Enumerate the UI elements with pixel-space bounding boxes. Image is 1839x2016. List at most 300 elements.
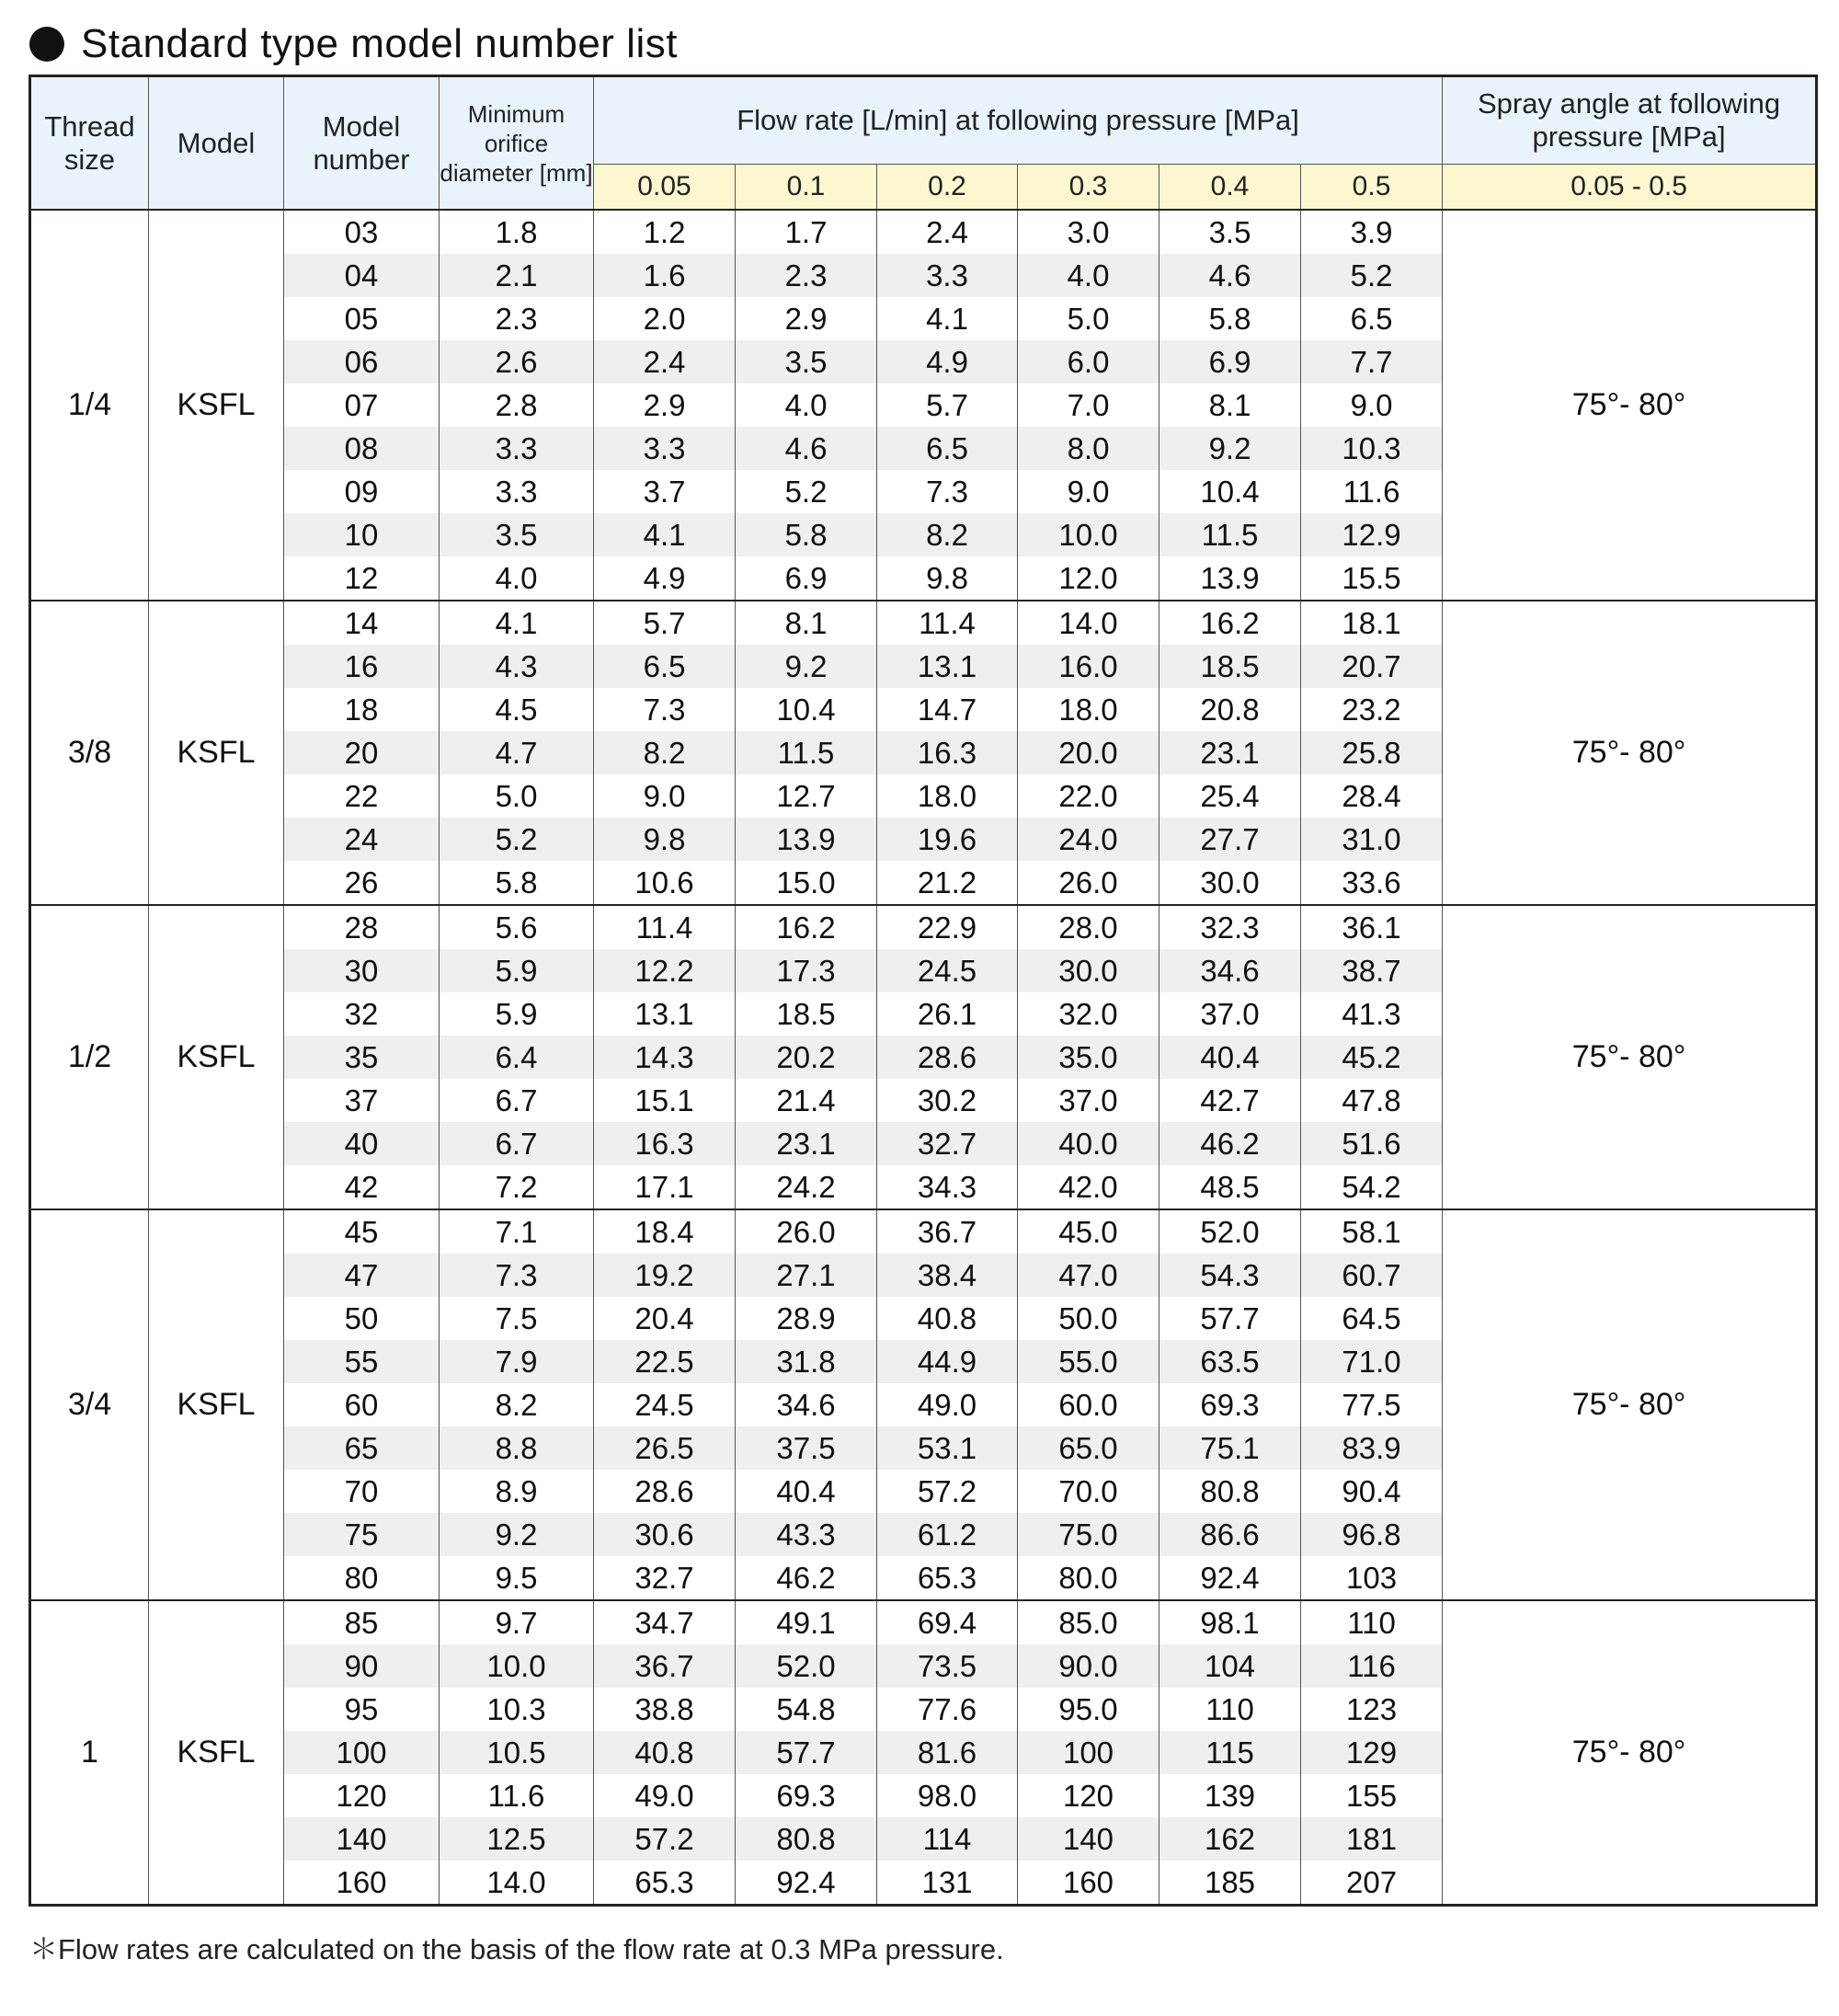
spray-angle-cell: 75°- 80°	[1443, 905, 1817, 1209]
model-number-cell: 28	[284, 905, 440, 949]
table-row	[30, 210, 1817, 254]
flow-cell: 3.9	[1301, 210, 1443, 254]
flow-cell: 23.1	[1159, 731, 1301, 774]
orifice-cell: 5.0	[440, 774, 594, 818]
flow-cell: 110	[1159, 1688, 1301, 1731]
flow-cell: 12.7	[736, 774, 877, 818]
flow-cell: 21.4	[736, 1079, 877, 1122]
flow-cell: 10.3	[1301, 427, 1443, 470]
flow-cell: 57.2	[877, 1470, 1018, 1513]
orifice-cell: 4.1	[440, 601, 594, 645]
model-number-cell: 16	[284, 645, 440, 688]
flow-cell: 77.6	[877, 1688, 1018, 1731]
model-number-cell: 18	[284, 688, 440, 731]
thread-size-cell: 1/2	[30, 905, 149, 1209]
flow-cell: 28.6	[877, 1036, 1018, 1079]
flow-cell: 19.2	[594, 1254, 736, 1297]
flow-cell: 53.1	[877, 1426, 1018, 1470]
flow-cell: 11.6	[1301, 470, 1443, 513]
orifice-cell: 5.9	[440, 992, 594, 1036]
flow-cell: 7.3	[877, 470, 1018, 513]
flow-cell: 24.0	[1018, 818, 1159, 861]
flow-cell: 22.9	[877, 905, 1018, 949]
model-cell: KSFL	[149, 1600, 284, 1906]
flow-cell: 5.2	[1301, 254, 1443, 297]
flow-cell: 54.2	[1301, 1165, 1443, 1209]
flow-cell: 16.0	[1018, 645, 1159, 688]
header-thread-size: Thread size	[30, 76, 149, 211]
flow-cell: 18.5	[1159, 645, 1301, 688]
bullet-icon	[29, 27, 64, 62]
table-row	[30, 601, 1817, 645]
header-pressure: 0.5	[1301, 165, 1443, 211]
orifice-cell: 10.3	[440, 1688, 594, 1731]
flow-cell: 50.0	[1018, 1297, 1159, 1340]
flow-cell: 32.7	[594, 1556, 736, 1600]
flow-cell: 86.6	[1159, 1513, 1301, 1556]
flow-cell: 52.0	[736, 1644, 877, 1688]
flow-cell: 31.0	[1301, 818, 1443, 861]
flow-cell: 16.2	[1159, 601, 1301, 645]
flow-cell: 34.7	[594, 1600, 736, 1644]
table-row	[30, 905, 1817, 949]
model-number-cell: 160	[284, 1861, 440, 1906]
flow-cell: 75.0	[1018, 1513, 1159, 1556]
flow-cell: 6.5	[594, 645, 736, 688]
flow-cell: 11.4	[877, 601, 1018, 645]
flow-cell: 24.5	[877, 949, 1018, 992]
model-cell: KSFL	[149, 1209, 284, 1600]
flow-cell: 185	[1159, 1861, 1301, 1906]
flow-cell: 71.0	[1301, 1340, 1443, 1383]
flow-cell: 3.5	[736, 340, 877, 384]
flow-cell: 65.3	[877, 1556, 1018, 1600]
flow-cell: 116	[1301, 1644, 1443, 1688]
flow-cell: 11.5	[736, 731, 877, 774]
flow-cell: 16.3	[877, 731, 1018, 774]
flow-cell: 30.2	[877, 1079, 1018, 1122]
flow-cell: 24.2	[736, 1165, 877, 1209]
flow-cell: 8.0	[1018, 427, 1159, 470]
flow-cell: 14.0	[1018, 601, 1159, 645]
flow-cell: 9.8	[594, 818, 736, 861]
header-pressure: 0.4	[1159, 165, 1301, 211]
flow-cell: 49.1	[736, 1600, 877, 1644]
flow-cell: 26.1	[877, 992, 1018, 1036]
model-number-cell: 45	[284, 1209, 440, 1254]
flow-cell: 27.1	[736, 1254, 877, 1297]
model-number-cell: 14	[284, 601, 440, 645]
model-number-cell: 22	[284, 774, 440, 818]
flow-cell: 6.9	[736, 556, 877, 601]
model-number-cell: 08	[284, 427, 440, 470]
flow-cell: 23.2	[1301, 688, 1443, 731]
flow-cell: 36.1	[1301, 905, 1443, 949]
flow-cell: 45.2	[1301, 1036, 1443, 1079]
flow-cell: 44.9	[877, 1340, 1018, 1383]
orifice-cell: 8.9	[440, 1470, 594, 1513]
orifice-cell: 1.8	[440, 210, 594, 254]
flow-cell: 57.7	[736, 1731, 877, 1774]
flow-cell: 48.5	[1159, 1165, 1301, 1209]
orifice-cell: 8.8	[440, 1426, 594, 1470]
flow-cell: 15.5	[1301, 556, 1443, 601]
model-number-cell: 06	[284, 340, 440, 384]
flow-cell: 25.8	[1301, 731, 1443, 774]
orifice-cell: 9.7	[440, 1600, 594, 1644]
flow-cell: 40.4	[1159, 1036, 1301, 1079]
spray-angle-cell: 75°- 80°	[1443, 1600, 1817, 1906]
flow-cell: 26.0	[1018, 861, 1159, 905]
flow-cell: 60.7	[1301, 1254, 1443, 1297]
header-pressure: 0.2	[877, 165, 1018, 211]
model-number-cell: 07	[284, 384, 440, 427]
flow-cell: 46.2	[736, 1556, 877, 1600]
model-number-cell: 65	[284, 1426, 440, 1470]
flow-cell: 2.9	[594, 384, 736, 427]
flow-cell: 4.9	[877, 340, 1018, 384]
flow-cell: 40.0	[1018, 1122, 1159, 1165]
flow-cell: 92.4	[736, 1861, 877, 1906]
flow-cell: 3.3	[594, 427, 736, 470]
flow-cell: 61.2	[877, 1513, 1018, 1556]
flow-cell: 81.6	[877, 1731, 1018, 1774]
flow-cell: 85.0	[1018, 1600, 1159, 1644]
model-number-cell: 26	[284, 861, 440, 905]
flow-cell: 80.0	[1018, 1556, 1159, 1600]
orifice-cell: 4.7	[440, 731, 594, 774]
flow-cell: 20.8	[1159, 688, 1301, 731]
orifice-cell: 4.3	[440, 645, 594, 688]
flow-cell: 57.7	[1159, 1297, 1301, 1340]
model-number-cell: 05	[284, 297, 440, 340]
thread-size-cell: 1/4	[30, 210, 149, 601]
flow-cell: 9.2	[736, 645, 877, 688]
page-title: Standard type model number list	[81, 21, 678, 66]
flow-cell: 60.0	[1018, 1383, 1159, 1426]
flow-cell: 12.0	[1018, 556, 1159, 601]
flow-cell: 27.7	[1159, 818, 1301, 861]
flow-cell: 4.9	[594, 556, 736, 601]
flow-cell: 52.0	[1159, 1209, 1301, 1254]
flow-cell: 23.1	[736, 1122, 877, 1165]
flow-cell: 9.0	[1018, 470, 1159, 513]
flow-cell: 100	[1018, 1731, 1159, 1774]
flow-cell: 30.0	[1159, 861, 1301, 905]
orifice-cell: 4.0	[440, 556, 594, 601]
orifice-cell: 11.6	[440, 1774, 594, 1817]
flow-cell: 162	[1159, 1817, 1301, 1861]
table-row	[30, 1600, 1817, 1644]
model-number-table	[29, 74, 1818, 1907]
model-number-cell: 75	[284, 1513, 440, 1556]
orifice-cell: 7.9	[440, 1340, 594, 1383]
model-number-cell: 47	[284, 1254, 440, 1297]
flow-cell: 20.7	[1301, 645, 1443, 688]
thread-size-cell: 1	[30, 1600, 149, 1906]
flow-cell: 55.0	[1018, 1340, 1159, 1383]
flow-cell: 30.6	[594, 1513, 736, 1556]
flow-cell: 6.5	[877, 427, 1018, 470]
flow-cell: 90.4	[1301, 1470, 1443, 1513]
flow-cell: 65.3	[594, 1861, 736, 1906]
model-number-cell: 70	[284, 1470, 440, 1513]
orifice-cell: 9.2	[440, 1513, 594, 1556]
flow-cell: 45.0	[1018, 1209, 1159, 1254]
flow-cell: 4.0	[1018, 254, 1159, 297]
flow-cell: 6.0	[1018, 340, 1159, 384]
flow-cell: 20.2	[736, 1036, 877, 1079]
flow-cell: 5.8	[1159, 297, 1301, 340]
model-number-cell: 85	[284, 1600, 440, 1644]
model-number-cell: 12	[284, 556, 440, 601]
model-number-cell: 32	[284, 992, 440, 1036]
flow-cell: 3.0	[1018, 210, 1159, 254]
header-spray-pressure-range: 0.05 - 0.5	[1443, 165, 1817, 211]
flow-cell: 46.2	[1159, 1122, 1301, 1165]
flow-cell: 7.0	[1018, 384, 1159, 427]
flow-cell: 22.5	[594, 1340, 736, 1383]
model-number-cell: 50	[284, 1297, 440, 1340]
model-number-cell: 04	[284, 254, 440, 297]
flow-cell: 65.0	[1018, 1426, 1159, 1470]
flow-cell: 5.2	[736, 470, 877, 513]
orifice-cell: 10.5	[440, 1731, 594, 1774]
flow-cell: 98.1	[1159, 1600, 1301, 1644]
flow-cell: 38.8	[594, 1688, 736, 1731]
flow-cell: 3.5	[1159, 210, 1301, 254]
flow-cell: 9.2	[1159, 427, 1301, 470]
flow-cell: 2.4	[594, 340, 736, 384]
flow-cell: 9.0	[1301, 384, 1443, 427]
flow-cell: 18.0	[877, 774, 1018, 818]
footnote: ＊Flow rates are calculated on the basis of the flow rate at 0.3 MPa pressure.	[29, 1933, 1004, 1965]
model-number-cell: 95	[284, 1688, 440, 1731]
flow-cell: 57.2	[594, 1817, 736, 1861]
flow-cell: 8.2	[877, 513, 1018, 556]
flow-cell: 49.0	[594, 1774, 736, 1817]
flow-cell: 120	[1018, 1774, 1159, 1817]
flow-cell: 123	[1301, 1688, 1443, 1731]
orifice-cell: 5.2	[440, 818, 594, 861]
orifice-cell: 2.6	[440, 340, 594, 384]
flow-cell: 8.1	[1159, 384, 1301, 427]
spray-angle-cell: 75°- 80°	[1443, 210, 1817, 601]
flow-cell: 5.0	[1018, 297, 1159, 340]
header-pressure: 0.05	[594, 165, 736, 211]
orifice-cell: 6.7	[440, 1079, 594, 1122]
flow-cell: 3.7	[594, 470, 736, 513]
flow-cell: 4.0	[736, 384, 877, 427]
flow-cell: 110	[1301, 1600, 1443, 1644]
orifice-cell: 8.2	[440, 1383, 594, 1426]
flow-cell: 17.1	[594, 1165, 736, 1209]
flow-cell: 41.3	[1301, 992, 1443, 1036]
flow-cell: 1.2	[594, 210, 736, 254]
flow-cell: 4.6	[736, 427, 877, 470]
header-pressure: 0.1	[736, 165, 877, 211]
flow-cell: 43.3	[736, 1513, 877, 1556]
section-heading	[29, 17, 678, 72]
flow-cell: 2.9	[736, 297, 877, 340]
flow-cell: 38.7	[1301, 949, 1443, 992]
flow-cell: 13.1	[877, 645, 1018, 688]
flow-cell: 115	[1159, 1731, 1301, 1774]
flow-cell: 58.1	[1301, 1209, 1443, 1254]
flow-cell: 42.7	[1159, 1079, 1301, 1122]
model-number-cell: 120	[284, 1774, 440, 1817]
flow-cell: 51.6	[1301, 1122, 1443, 1165]
flow-cell: 19.6	[877, 818, 1018, 861]
flow-cell: 47.0	[1018, 1254, 1159, 1297]
flow-cell: 49.0	[877, 1383, 1018, 1426]
flow-cell: 3.3	[877, 254, 1018, 297]
table-body	[30, 210, 1817, 1906]
flow-cell: 36.7	[877, 1209, 1018, 1254]
model-number-cell: 03	[284, 210, 440, 254]
flow-cell: 18.5	[736, 992, 877, 1036]
header-orifice-diameter: Minimum orifice diameter [mm]	[440, 76, 594, 211]
flow-cell: 12.9	[1301, 513, 1443, 556]
flow-cell: 7.7	[1301, 340, 1443, 384]
flow-cell: 18.4	[594, 1209, 736, 1254]
flow-cell: 38.4	[877, 1254, 1018, 1297]
flow-cell: 2.3	[736, 254, 877, 297]
header-model-number: Model number	[284, 76, 440, 211]
flow-cell: 16.2	[736, 905, 877, 949]
model-number-cell: 140	[284, 1817, 440, 1861]
flow-cell: 90.0	[1018, 1644, 1159, 1688]
flow-cell: 26.0	[736, 1209, 877, 1254]
flow-cell: 12.2	[594, 949, 736, 992]
table-row	[30, 1209, 1817, 1254]
flow-cell: 5.7	[594, 601, 736, 645]
flow-cell: 139	[1159, 1774, 1301, 1817]
flow-cell: 11.4	[594, 905, 736, 949]
flow-cell: 70.0	[1018, 1470, 1159, 1513]
flow-cell: 9.8	[877, 556, 1018, 601]
flow-cell: 14.7	[877, 688, 1018, 731]
flow-cell: 32.3	[1159, 905, 1301, 949]
model-cell: KSFL	[149, 210, 284, 601]
model-number-cell: 35	[284, 1036, 440, 1079]
flow-cell: 35.0	[1018, 1036, 1159, 1079]
flow-cell: 103	[1301, 1556, 1443, 1600]
flow-cell: 14.3	[594, 1036, 736, 1079]
flow-cell: 20.0	[1018, 731, 1159, 774]
flow-cell: 34.6	[1159, 949, 1301, 992]
orifice-cell: 10.0	[440, 1644, 594, 1688]
flow-cell: 5.7	[877, 384, 1018, 427]
orifice-cell: 2.8	[440, 384, 594, 427]
flow-cell: 73.5	[877, 1644, 1018, 1688]
flow-cell: 37.0	[1018, 1079, 1159, 1122]
flow-cell: 77.5	[1301, 1383, 1443, 1426]
flow-cell: 28.4	[1301, 774, 1443, 818]
flow-cell: 32.0	[1018, 992, 1159, 1036]
flow-cell: 36.7	[594, 1644, 736, 1688]
spray-angle-cell: 75°- 80°	[1443, 601, 1817, 905]
flow-cell: 2.0	[594, 297, 736, 340]
flow-cell: 24.5	[594, 1383, 736, 1426]
flow-cell: 8.2	[594, 731, 736, 774]
flow-cell: 40.4	[736, 1470, 877, 1513]
orifice-cell: 5.8	[440, 861, 594, 905]
flow-cell: 28.0	[1018, 905, 1159, 949]
flow-cell: 31.8	[736, 1340, 877, 1383]
flow-cell: 98.0	[877, 1774, 1018, 1817]
flow-cell: 83.9	[1301, 1426, 1443, 1470]
orifice-cell: 3.3	[440, 427, 594, 470]
flow-cell: 10.0	[1018, 513, 1159, 556]
model-number-cell: 80	[284, 1556, 440, 1600]
flow-cell: 6.9	[1159, 340, 1301, 384]
model-number-cell: 30	[284, 949, 440, 992]
model-number-cell: 42	[284, 1165, 440, 1209]
flow-cell: 16.3	[594, 1122, 736, 1165]
flow-cell: 13.9	[736, 818, 877, 861]
header-flow-rate: Flow rate [L/min] at following pressure [MPa]	[594, 76, 1443, 165]
model-number-cell: 100	[284, 1731, 440, 1774]
flow-cell: 140	[1018, 1817, 1159, 1861]
flow-cell: 42.0	[1018, 1165, 1159, 1209]
orifice-cell: 7.5	[440, 1297, 594, 1340]
flow-cell: 40.8	[594, 1731, 736, 1774]
flow-cell: 13.9	[1159, 556, 1301, 601]
flow-cell: 96.8	[1301, 1513, 1443, 1556]
flow-cell: 80.8	[736, 1817, 877, 1861]
orifice-cell: 5.9	[440, 949, 594, 992]
flow-cell: 131	[877, 1861, 1018, 1906]
orifice-cell: 5.6	[440, 905, 594, 949]
flow-cell: 15.1	[594, 1079, 736, 1122]
flow-cell: 2.4	[877, 210, 1018, 254]
flow-cell: 30.0	[1018, 949, 1159, 992]
flow-cell: 17.3	[736, 949, 877, 992]
model-number-cell: 10	[284, 513, 440, 556]
flow-cell: 10.4	[1159, 470, 1301, 513]
flow-cell: 18.1	[1301, 601, 1443, 645]
flow-cell: 34.3	[877, 1165, 1018, 1209]
flow-cell: 22.0	[1018, 774, 1159, 818]
orifice-cell: 2.1	[440, 254, 594, 297]
model-cell: KSFL	[149, 905, 284, 1209]
orifice-cell: 7.3	[440, 1254, 594, 1297]
flow-cell: 129	[1301, 1731, 1443, 1774]
orifice-cell: 3.5	[440, 513, 594, 556]
flow-cell: 34.6	[736, 1383, 877, 1426]
flow-cell: 4.1	[877, 297, 1018, 340]
model-number-cell: 20	[284, 731, 440, 774]
flow-cell: 63.5	[1159, 1340, 1301, 1383]
flow-cell: 26.5	[594, 1426, 736, 1470]
model-number-cell: 60	[284, 1383, 440, 1426]
orifice-cell: 6.7	[440, 1122, 594, 1165]
flow-cell: 64.5	[1301, 1297, 1443, 1340]
flow-cell: 28.9	[736, 1297, 877, 1340]
orifice-cell: 7.1	[440, 1209, 594, 1254]
flow-cell: 21.2	[877, 861, 1018, 905]
thread-size-cell: 3/4	[30, 1209, 149, 1600]
model-number-cell: 90	[284, 1644, 440, 1688]
thread-size-cell: 3/8	[30, 601, 149, 905]
flow-cell: 40.8	[877, 1297, 1018, 1340]
flow-cell: 69.4	[877, 1600, 1018, 1644]
flow-cell: 28.6	[594, 1470, 736, 1513]
flow-cell: 4.6	[1159, 254, 1301, 297]
flow-cell: 33.6	[1301, 861, 1443, 905]
orifice-cell: 3.3	[440, 470, 594, 513]
